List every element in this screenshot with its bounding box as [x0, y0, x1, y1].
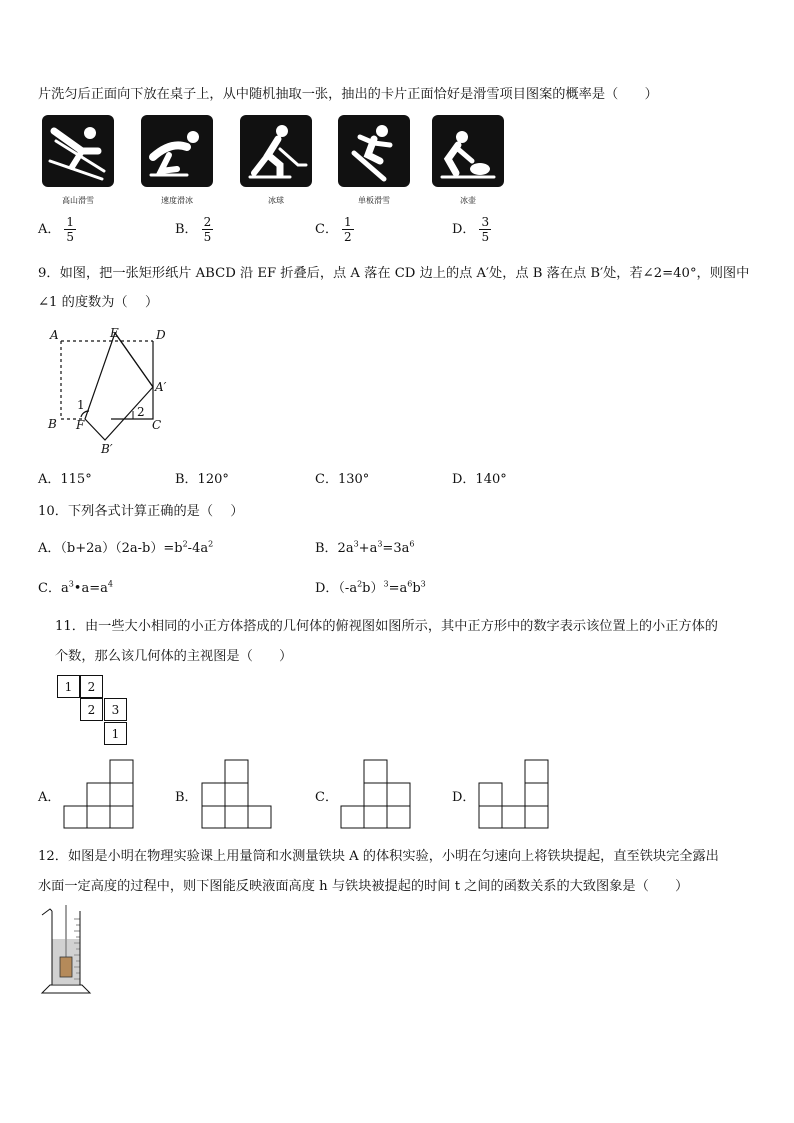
denominator: 2: [343, 230, 352, 244]
icon-caption: 高山滑雪: [62, 196, 94, 205]
ice-hockey-icon: [240, 115, 312, 187]
fraction: [342, 215, 354, 244]
option-text: C．a: [38, 581, 69, 596]
fraction: [479, 215, 491, 244]
question-9-line2: ∠1 的度数为（ ）: [38, 295, 159, 310]
option-a[interactable]: A．115°: [38, 472, 92, 487]
option-b-label[interactable]: B．: [175, 790, 198, 805]
exponent: 3: [377, 539, 383, 549]
option-b-front-view[interactable]: [201, 759, 273, 829]
rectangle-edges: [111, 341, 153, 419]
option-letter: C．: [315, 222, 338, 237]
top-view-cell: 2: [80, 675, 103, 698]
exponent: 6: [407, 579, 413, 589]
exponent: 3: [420, 579, 426, 589]
numerator: 1: [343, 215, 352, 229]
denominator: 5: [203, 230, 212, 244]
alpine-skiing-icon: [42, 115, 114, 187]
question-11-line2: 个数，那么该几何体的主视图是（ ）: [55, 649, 293, 664]
question-9-line1: 9．如图，把一张矩形纸片 ABCD 沿 EF 折叠后，点 A 落在 CD 边上的点 A′处，点 B 落在点 B′处，若∠2=40°，则图中: [38, 266, 750, 281]
label-f: F: [76, 418, 85, 432]
option-c[interactable]: [315, 215, 354, 244]
label-e: E: [110, 326, 119, 340]
option-a-label[interactable]: A．: [38, 790, 61, 805]
option-d[interactable]: D．140°: [452, 472, 507, 487]
top-view-cell: 3: [104, 698, 127, 721]
option-text: B．2a: [315, 541, 354, 556]
option-b[interactable]: [175, 215, 213, 244]
icon-caption: 速度滑冰: [161, 196, 193, 205]
option-a-front-view[interactable]: [63, 759, 135, 829]
numerator: 3: [481, 215, 490, 229]
denominator: 5: [481, 230, 490, 244]
option-c-label[interactable]: C．: [315, 790, 338, 805]
option-b[interactable]: B．120°: [175, 472, 229, 487]
option-c-front-view[interactable]: [340, 759, 412, 829]
fraction: [202, 215, 214, 244]
label-a-prime: A′: [155, 380, 167, 394]
option-d-front-view[interactable]: [478, 759, 550, 829]
exponent: 2: [182, 539, 188, 549]
iron-block: [60, 957, 72, 977]
option-b[interactable]: [315, 537, 414, 556]
label-a: A: [50, 328, 59, 342]
denominator: 5: [66, 230, 75, 244]
icon-caption: 单板滑雪: [358, 196, 390, 205]
folded-quadrilateral: [85, 333, 153, 440]
exponent: 2: [357, 579, 363, 589]
option-text: =3a: [382, 541, 410, 556]
option-text: •a=a: [73, 581, 108, 596]
icon-caption: 冰壶: [460, 196, 476, 205]
label-b-prime: B′: [101, 442, 113, 455]
option-c[interactable]: [38, 577, 113, 596]
option-text: D．（-a: [315, 581, 358, 596]
label-c: C: [152, 418, 162, 432]
numerator: 1: [66, 215, 75, 229]
label-b: B: [48, 417, 57, 431]
option-text: A．（b+2a）（2a-b）=b: [38, 541, 183, 556]
option-text: b: [412, 581, 421, 596]
option-text: +a: [358, 541, 378, 556]
option-text: =a: [388, 581, 408, 596]
exponent: 3: [68, 579, 74, 589]
question-11-line1: 11．由一些大小相同的小正方体搭成的几何体的俯视图如图所示，其中正方形中的数字表示该位置上的小正方体的: [55, 619, 718, 634]
option-letter: D．: [452, 222, 476, 237]
option-d[interactable]: [315, 577, 426, 596]
question-12-line2: 水面一定高度的过程中，则下图能反映液面高度 h 与铁块被提起的时间 t 之间的函数关系的大致图象是（ ）: [38, 879, 689, 894]
numerator: 2: [203, 215, 212, 229]
exponent: 4: [107, 579, 113, 589]
option-a[interactable]: [38, 537, 213, 556]
option-text: -4a: [187, 541, 209, 556]
fraction: [64, 215, 76, 244]
graduated-cylinder-figure: [38, 905, 98, 997]
speed-skating-icon: [141, 115, 213, 187]
option-d-label[interactable]: D．: [452, 790, 476, 805]
curling-icon: [432, 115, 504, 187]
label-angle-1: 1: [77, 398, 85, 412]
option-c[interactable]: C．130°: [315, 472, 370, 487]
option-a[interactable]: [38, 215, 76, 244]
exponent: 2: [208, 539, 214, 549]
cylinder-base: [42, 985, 90, 993]
cylinder-spout: [42, 909, 52, 915]
question-8-text: 片洗匀后正面向下放在桌子上，从中随机抽取一张，抽出的卡片正面恰好是滑雪项目图案的概率是（ ）: [38, 87, 658, 102]
fold-figure: [45, 325, 175, 455]
top-view-cell: 1: [57, 675, 80, 698]
top-view-cell: 2: [80, 698, 103, 721]
option-letter: B．: [175, 222, 198, 237]
label-angle-2: 2: [137, 405, 145, 419]
label-d: D: [156, 328, 166, 342]
exponent: 3: [353, 539, 359, 549]
question-12-line1: 12．如图是小明在物理实验课上用量筒和水测量铁块 A 的体积实验，小明在匀速向上将铁块提起，直至铁块完全露出: [38, 849, 719, 864]
exponent: 6: [409, 539, 415, 549]
option-d[interactable]: [452, 215, 491, 244]
top-view-cell: 1: [104, 722, 127, 745]
snowboard-icon: [338, 115, 410, 187]
exponent: 3: [383, 579, 389, 589]
option-text: b）: [362, 581, 384, 596]
question-10-text: 10．下列各式计算正确的是（ ）: [38, 504, 244, 519]
option-letter: A．: [38, 222, 61, 237]
icon-caption: 冰球: [268, 196, 284, 205]
